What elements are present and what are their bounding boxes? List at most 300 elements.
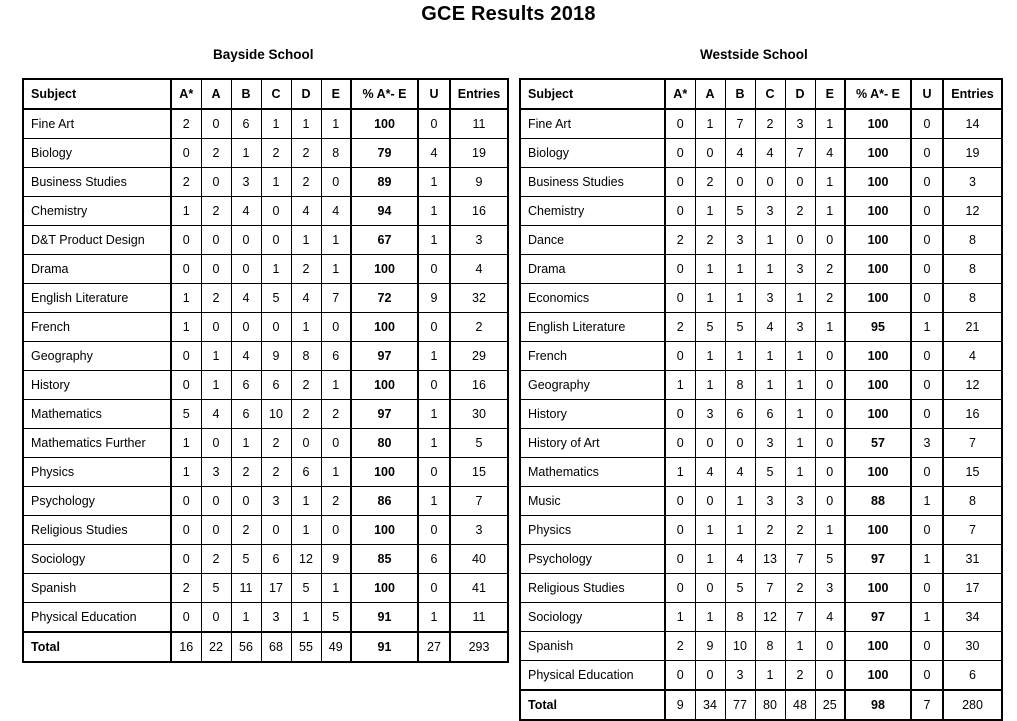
cell-c: 10: [261, 400, 291, 429]
cell-subject: Total: [520, 690, 665, 720]
cell-c: 17: [261, 574, 291, 603]
cell-entries: 30: [450, 400, 508, 429]
cell-b: 2: [231, 458, 261, 487]
cell-pct: 67: [351, 226, 418, 255]
cell-astar: 2: [665, 226, 695, 255]
table-row: [520, 255, 1002, 284]
cell-e: 0: [815, 661, 845, 691]
cell-d: 2: [785, 197, 815, 226]
cell-pct: 89: [351, 168, 418, 197]
cell-b: 2: [231, 516, 261, 545]
cell-astar: 1: [171, 429, 201, 458]
cell-e: 5: [321, 603, 351, 633]
cell-a: 0: [695, 487, 725, 516]
cell-entries: 3: [450, 516, 508, 545]
cell-c: 6: [261, 371, 291, 400]
column-header-u: U: [418, 79, 450, 109]
table-row: [520, 603, 1002, 632]
cell-a: 1: [695, 516, 725, 545]
cell-subject: Biology: [23, 139, 171, 168]
cell-c: 6: [261, 545, 291, 574]
cell-pct: 100: [845, 139, 911, 168]
cell-pct: 91: [351, 632, 418, 662]
cell-d: 55: [291, 632, 321, 662]
cell-u: 0: [418, 109, 450, 139]
cell-d: 1: [785, 632, 815, 661]
cell-u: 0: [911, 197, 943, 226]
table-row: [520, 400, 1002, 429]
cell-b: 5: [725, 574, 755, 603]
cell-c: 1: [755, 371, 785, 400]
cell-c: 3: [755, 487, 785, 516]
cell-b: 1: [231, 139, 261, 168]
cell-b: 4: [231, 284, 261, 313]
table-row: [520, 226, 1002, 255]
cell-subject: English Literature: [23, 284, 171, 313]
cell-pct: 91: [351, 603, 418, 633]
cell-b: 0: [231, 487, 261, 516]
cell-astar: 0: [171, 516, 201, 545]
table-header-row: [23, 79, 508, 109]
cell-entries: 9: [450, 168, 508, 197]
table-caption-westside: Westside School: [700, 47, 808, 62]
cell-e: 0: [815, 400, 845, 429]
cell-d: 0: [291, 429, 321, 458]
cell-subject: Religious Studies: [23, 516, 171, 545]
cell-subject: Business Studies: [23, 168, 171, 197]
cell-astar: 0: [665, 545, 695, 574]
cell-a: 0: [201, 168, 231, 197]
table-total-row: [520, 690, 1002, 720]
table-row: [23, 255, 508, 284]
cell-astar: 0: [171, 342, 201, 371]
table-row: [23, 458, 508, 487]
cell-pct: 95: [845, 313, 911, 342]
cell-a: 0: [201, 226, 231, 255]
cell-entries: 4: [450, 255, 508, 284]
cell-e: 0: [815, 487, 845, 516]
cell-u: 0: [418, 458, 450, 487]
cell-astar: 0: [665, 574, 695, 603]
cell-c: 1: [755, 226, 785, 255]
table-row: [23, 139, 508, 168]
page-title: GCE Results 2018: [421, 3, 596, 25]
cell-u: 1: [418, 603, 450, 633]
cell-subject: Fine Art: [23, 109, 171, 139]
cell-c: 80: [755, 690, 785, 720]
column-header-entries: Entries: [943, 79, 1002, 109]
table-row: [520, 284, 1002, 313]
cell-entries: 7: [943, 429, 1002, 458]
cell-astar: 1: [171, 284, 201, 313]
cell-b: 4: [231, 197, 261, 226]
cell-c: 3: [261, 487, 291, 516]
cell-pct: 100: [351, 255, 418, 284]
cell-entries: 8: [943, 284, 1002, 313]
column-header-b: B: [231, 79, 261, 109]
cell-a: 0: [201, 255, 231, 284]
cell-c: 4: [755, 139, 785, 168]
cell-pct: 100: [845, 284, 911, 313]
cell-pct: 100: [351, 313, 418, 342]
cell-c: 3: [755, 429, 785, 458]
cell-entries: 7: [450, 487, 508, 516]
cell-entries: 16: [450, 371, 508, 400]
cell-entries: 16: [450, 197, 508, 226]
cell-subject: Economics: [520, 284, 665, 313]
cell-u: 1: [418, 487, 450, 516]
cell-entries: 12: [943, 371, 1002, 400]
table-row: [520, 458, 1002, 487]
cell-entries: 15: [943, 458, 1002, 487]
cell-subject: French: [23, 313, 171, 342]
cell-e: 2: [321, 487, 351, 516]
cell-entries: 8: [943, 226, 1002, 255]
cell-pct: 100: [845, 574, 911, 603]
cell-c: 2: [261, 458, 291, 487]
cell-b: 4: [725, 458, 755, 487]
table-row: [23, 197, 508, 226]
cell-entries: 11: [450, 603, 508, 633]
table-row: [23, 226, 508, 255]
cell-subject: Business Studies: [520, 168, 665, 197]
cell-astar: 2: [171, 574, 201, 603]
cell-astar: 0: [665, 139, 695, 168]
cell-u: 0: [911, 109, 943, 139]
cell-d: 1: [785, 284, 815, 313]
cell-c: 3: [755, 284, 785, 313]
cell-entries: 34: [943, 603, 1002, 632]
cell-e: 1: [815, 168, 845, 197]
cell-d: 5: [291, 574, 321, 603]
cell-astar: 0: [171, 226, 201, 255]
cell-c: 3: [261, 603, 291, 633]
cell-d: 7: [785, 545, 815, 574]
cell-b: 4: [725, 139, 755, 168]
cell-c: 0: [261, 516, 291, 545]
cell-pct: 100: [845, 458, 911, 487]
cell-a: 2: [695, 226, 725, 255]
cell-b: 6: [725, 400, 755, 429]
cell-e: 7: [321, 284, 351, 313]
cell-subject: Physical Education: [23, 603, 171, 633]
cell-pct: 86: [351, 487, 418, 516]
cell-a: 1: [695, 284, 725, 313]
cell-u: 1: [418, 342, 450, 371]
cell-b: 1: [725, 487, 755, 516]
cell-e: 1: [321, 255, 351, 284]
cell-d: 2: [291, 371, 321, 400]
results-table-westside: [519, 78, 1003, 721]
cell-a: 9: [695, 632, 725, 661]
cell-astar: 0: [665, 342, 695, 371]
cell-a: 1: [695, 342, 725, 371]
cell-pct: 100: [845, 197, 911, 226]
cell-d: 1: [291, 516, 321, 545]
cell-e: 0: [321, 516, 351, 545]
column-header-subject: Subject: [23, 79, 171, 109]
cell-pct: 97: [351, 400, 418, 429]
cell-u: 0: [911, 139, 943, 168]
cell-astar: 0: [665, 255, 695, 284]
cell-a: 34: [695, 690, 725, 720]
column-header-d: D: [291, 79, 321, 109]
cell-a: 1: [695, 371, 725, 400]
cell-a: 1: [695, 603, 725, 632]
cell-b: 4: [725, 545, 755, 574]
cell-b: 1: [231, 429, 261, 458]
cell-pct: 100: [351, 109, 418, 139]
cell-u: 1: [418, 197, 450, 226]
cell-e: 4: [815, 603, 845, 632]
table-row: [520, 197, 1002, 226]
cell-pct: 98: [845, 690, 911, 720]
cell-pct: 100: [351, 516, 418, 545]
cell-e: 0: [815, 458, 845, 487]
cell-b: 10: [725, 632, 755, 661]
cell-u: 9: [418, 284, 450, 313]
cell-subject: D&T Product Design: [23, 226, 171, 255]
cell-entries: 16: [943, 400, 1002, 429]
cell-astar: 0: [171, 139, 201, 168]
cell-u: 0: [911, 226, 943, 255]
cell-d: 2: [785, 574, 815, 603]
table-row: [520, 574, 1002, 603]
cell-a: 5: [695, 313, 725, 342]
cell-e: 2: [321, 400, 351, 429]
table-row: [520, 313, 1002, 342]
table-row: [23, 545, 508, 574]
cell-astar: 2: [665, 313, 695, 342]
cell-b: 1: [725, 284, 755, 313]
column-header-b: B: [725, 79, 755, 109]
table-row: [23, 574, 508, 603]
cell-d: 3: [785, 487, 815, 516]
cell-e: 1: [815, 197, 845, 226]
cell-e: 49: [321, 632, 351, 662]
table-row: [520, 109, 1002, 139]
cell-astar: 0: [665, 661, 695, 691]
table-row: [520, 632, 1002, 661]
cell-u: 6: [418, 545, 450, 574]
cell-pct: 100: [845, 661, 911, 691]
cell-astar: 0: [171, 487, 201, 516]
cell-entries: 11: [450, 109, 508, 139]
cell-c: 1: [755, 255, 785, 284]
cell-e: 0: [815, 226, 845, 255]
cell-entries: 8: [943, 255, 1002, 284]
cell-subject: Psychology: [23, 487, 171, 516]
cell-astar: 0: [665, 109, 695, 139]
cell-subject: Spanish: [520, 632, 665, 661]
cell-b: 7: [725, 109, 755, 139]
cell-entries: 30: [943, 632, 1002, 661]
cell-e: 3: [815, 574, 845, 603]
cell-d: 1: [785, 429, 815, 458]
results-table-westside-container: [519, 78, 1003, 721]
cell-a: 2: [201, 284, 231, 313]
cell-e: 1: [321, 109, 351, 139]
cell-subject: Geography: [520, 371, 665, 400]
cell-a: 22: [201, 632, 231, 662]
cell-u: 0: [911, 574, 943, 603]
table-row: [520, 516, 1002, 545]
cell-b: 8: [725, 371, 755, 400]
table-row: [23, 342, 508, 371]
cell-u: 0: [911, 458, 943, 487]
table-row: [23, 313, 508, 342]
cell-a: 4: [201, 400, 231, 429]
cell-e: 0: [321, 168, 351, 197]
cell-u: 0: [911, 661, 943, 691]
table-row: [23, 109, 508, 139]
cell-e: 0: [815, 371, 845, 400]
cell-astar: 0: [665, 284, 695, 313]
cell-pct: 100: [845, 109, 911, 139]
results-table-bayside-container: [22, 78, 509, 663]
cell-entries: 5: [450, 429, 508, 458]
cell-pct: 100: [351, 371, 418, 400]
table-row: [23, 487, 508, 516]
cell-d: 3: [785, 109, 815, 139]
cell-u: 0: [418, 371, 450, 400]
cell-subject: Mathematics Further: [23, 429, 171, 458]
cell-d: 6: [291, 458, 321, 487]
cell-d: 1: [291, 487, 321, 516]
table-row: [23, 371, 508, 400]
table-row: [520, 168, 1002, 197]
cell-astar: 0: [665, 197, 695, 226]
cell-pct: 100: [845, 226, 911, 255]
cell-astar: 1: [665, 603, 695, 632]
cell-e: 1: [815, 109, 845, 139]
cell-c: 0: [261, 197, 291, 226]
cell-d: 2: [291, 168, 321, 197]
cell-u: 1: [418, 168, 450, 197]
table-header-westside: [520, 79, 1002, 109]
cell-entries: 280: [943, 690, 1002, 720]
cell-subject: Religious Studies: [520, 574, 665, 603]
cell-e: 0: [815, 632, 845, 661]
cell-u: 0: [911, 400, 943, 429]
column-header-pct: % A*- E: [351, 79, 418, 109]
cell-b: 5: [725, 313, 755, 342]
cell-subject: Sociology: [23, 545, 171, 574]
cell-pct: 100: [845, 632, 911, 661]
cell-c: 7: [755, 574, 785, 603]
cell-pct: 79: [351, 139, 418, 168]
cell-e: 25: [815, 690, 845, 720]
table-row: [520, 487, 1002, 516]
cell-d: 8: [291, 342, 321, 371]
table-header-row: [520, 79, 1002, 109]
cell-b: 0: [231, 226, 261, 255]
cell-pct: 94: [351, 197, 418, 226]
cell-c: 2: [261, 429, 291, 458]
cell-e: 1: [815, 313, 845, 342]
cell-u: 0: [911, 516, 943, 545]
table-row: [23, 168, 508, 197]
cell-a: 4: [695, 458, 725, 487]
cell-c: 1: [261, 109, 291, 139]
cell-a: 0: [201, 603, 231, 633]
cell-c: 13: [755, 545, 785, 574]
cell-pct: 97: [351, 342, 418, 371]
cell-e: 2: [815, 255, 845, 284]
cell-astar: 5: [171, 400, 201, 429]
cell-a: 1: [695, 109, 725, 139]
cell-e: 4: [815, 139, 845, 168]
cell-entries: 15: [450, 458, 508, 487]
table-total-row: [23, 632, 508, 662]
cell-b: 6: [231, 400, 261, 429]
cell-c: 6: [755, 400, 785, 429]
cell-e: 0: [321, 429, 351, 458]
cell-b: 1: [231, 603, 261, 633]
cell-entries: 40: [450, 545, 508, 574]
cell-u: 0: [911, 284, 943, 313]
cell-pct: 100: [845, 371, 911, 400]
cell-d: 2: [291, 255, 321, 284]
cell-b: 0: [725, 168, 755, 197]
cell-u: 4: [418, 139, 450, 168]
cell-astar: 1: [171, 197, 201, 226]
cell-e: 8: [321, 139, 351, 168]
cell-b: 8: [725, 603, 755, 632]
cell-d: 1: [291, 313, 321, 342]
cell-e: 0: [815, 429, 845, 458]
cell-a: 1: [201, 371, 231, 400]
table-body-bayside: [23, 109, 508, 662]
cell-a: 0: [695, 574, 725, 603]
cell-pct: 100: [845, 255, 911, 284]
column-header-entries: Entries: [450, 79, 508, 109]
cell-u: 1: [418, 400, 450, 429]
column-header-u: U: [911, 79, 943, 109]
cell-pct: 57: [845, 429, 911, 458]
cell-b: 5: [231, 545, 261, 574]
cell-pct: 100: [845, 400, 911, 429]
cell-c: 3: [755, 197, 785, 226]
cell-astar: 0: [665, 400, 695, 429]
cell-u: 1: [911, 603, 943, 632]
cell-subject: Drama: [520, 255, 665, 284]
cell-c: 1: [755, 661, 785, 691]
cell-astar: 1: [665, 371, 695, 400]
results-table-bayside: [22, 78, 509, 663]
cell-subject: Psychology: [520, 545, 665, 574]
cell-subject: Physics: [520, 516, 665, 545]
cell-subject: Dance: [520, 226, 665, 255]
table-row: [23, 516, 508, 545]
cell-e: 6: [321, 342, 351, 371]
cell-c: 2: [261, 139, 291, 168]
cell-d: 0: [785, 168, 815, 197]
cell-a: 0: [695, 661, 725, 691]
cell-a: 1: [695, 255, 725, 284]
column-header-e: E: [815, 79, 845, 109]
column-header-astar: A*: [665, 79, 695, 109]
cell-subject: Drama: [23, 255, 171, 284]
cell-d: 2: [785, 661, 815, 691]
cell-subject: English Literature: [520, 313, 665, 342]
cell-entries: 8: [943, 487, 1002, 516]
cell-subject: Fine Art: [520, 109, 665, 139]
cell-u: 1: [911, 313, 943, 342]
cell-d: 3: [785, 313, 815, 342]
cell-b: 0: [725, 429, 755, 458]
cell-astar: 0: [665, 168, 695, 197]
